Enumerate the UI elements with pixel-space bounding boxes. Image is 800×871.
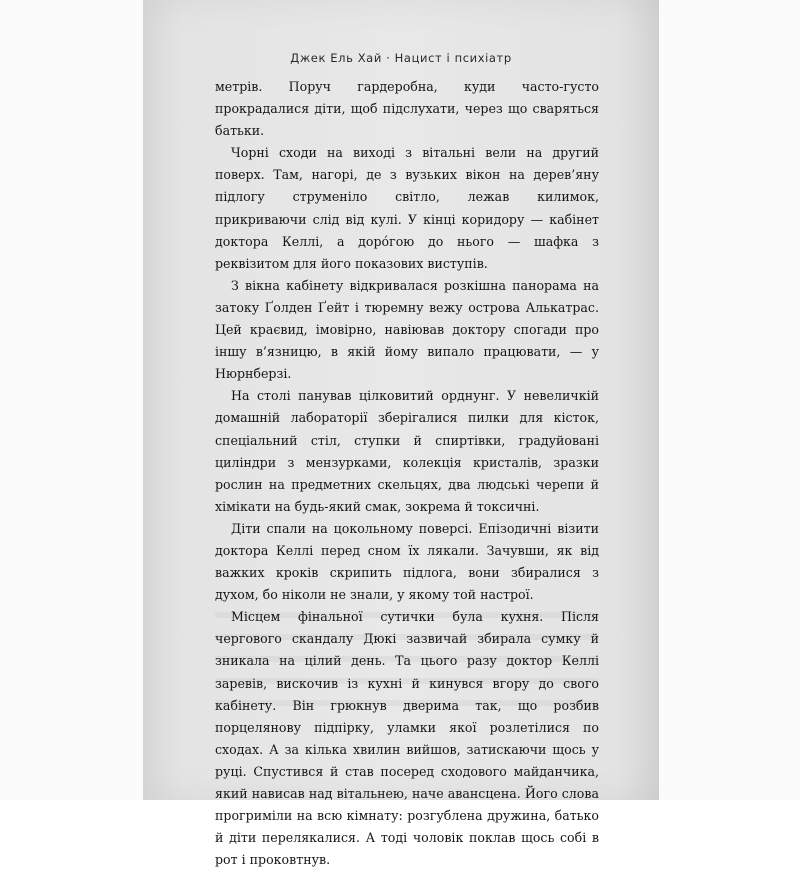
bleed-through-line bbox=[215, 612, 599, 618]
paragraph-1: метрів. Поруч гардеробна, куди часто-густо прокрадалися діти, щоб підслухати, через що сваряться батьки. bbox=[215, 79, 599, 139]
bleed-through-line bbox=[215, 634, 599, 640]
paragraph-4: На столі панував цілковитий орднунг. У невеличкій домашній лабораторії зберігалися пилки для кісток, спеціальний стіл, ступки й спиртівки, градуйовані циліндри з мензурками, колекція кристалів, зразки рослин на предметних скельцях, два людські черепи й хімікати на будь-який смак, зокрема й токсичні. bbox=[215, 388, 599, 514]
paragraph-6: Місцем фінальної сутички була кухня. Після чергового скандалу Дюкі зазвичай збирала сумку й зникала на цілий день. Та цього разу доктор Келлі заревів, вискочив із кухні й кинувся вгору до свого кабінету. Він грюкнув дверима так, що розбив порцелянову підпірку, уламки якої розлетілися по сходах. А за кілька хвилин вийшов, затискаючи щось у руці. Спустився й став посеред сходового майданчика, який нависав над вітальнею, наче авансцена. Його слова прогриміли на всю кімнату: розгублена дружина, батько й діти перелякалися. А тоді чоловік поклав щось собі в рот і проковтнув. bbox=[215, 609, 599, 868]
running-header: Джек Ель Хай · Нацист і психіатр bbox=[290, 51, 512, 65]
paragraph-5: Діти спали на цокольному поверсі. Епізодичні візити доктора Келлі перед сном їх лякали. Зачувши, як від важких кроків скрипить підлога, вони збиралися з духом, бо ніколи не знали, у якому той настрої. bbox=[215, 520, 599, 603]
book-page bbox=[143, 0, 659, 868]
bleed-through-line bbox=[215, 700, 599, 706]
paragraph-3: З вікна кабінету відкривалася розкішна панорама на затоку Ґолден Ґейт і тюремну вежу острова Алькатрас. Цей краєвид, імовірно, навіював доктору спогади про іншу в’язницю, в якій йому випало працювати, — у Нюрнберзі. bbox=[215, 277, 599, 382]
paragraph-2: Чорні сходи на виході з вітальні вели на другий поверх. Там, нагорі, де з вузьких вікон на дерев’яну підлогу струменіло світло, лежав килимок, прикриваючи слід від кулі. У кінці коридору — кабінет доктора Келлі, а доро́гою до нього — шафка з реквізитом для його показових виступів. bbox=[215, 145, 599, 271]
bleed-through-line bbox=[215, 678, 599, 684]
body-text bbox=[215, 76, 599, 871]
bleed-through-line bbox=[215, 656, 599, 662]
